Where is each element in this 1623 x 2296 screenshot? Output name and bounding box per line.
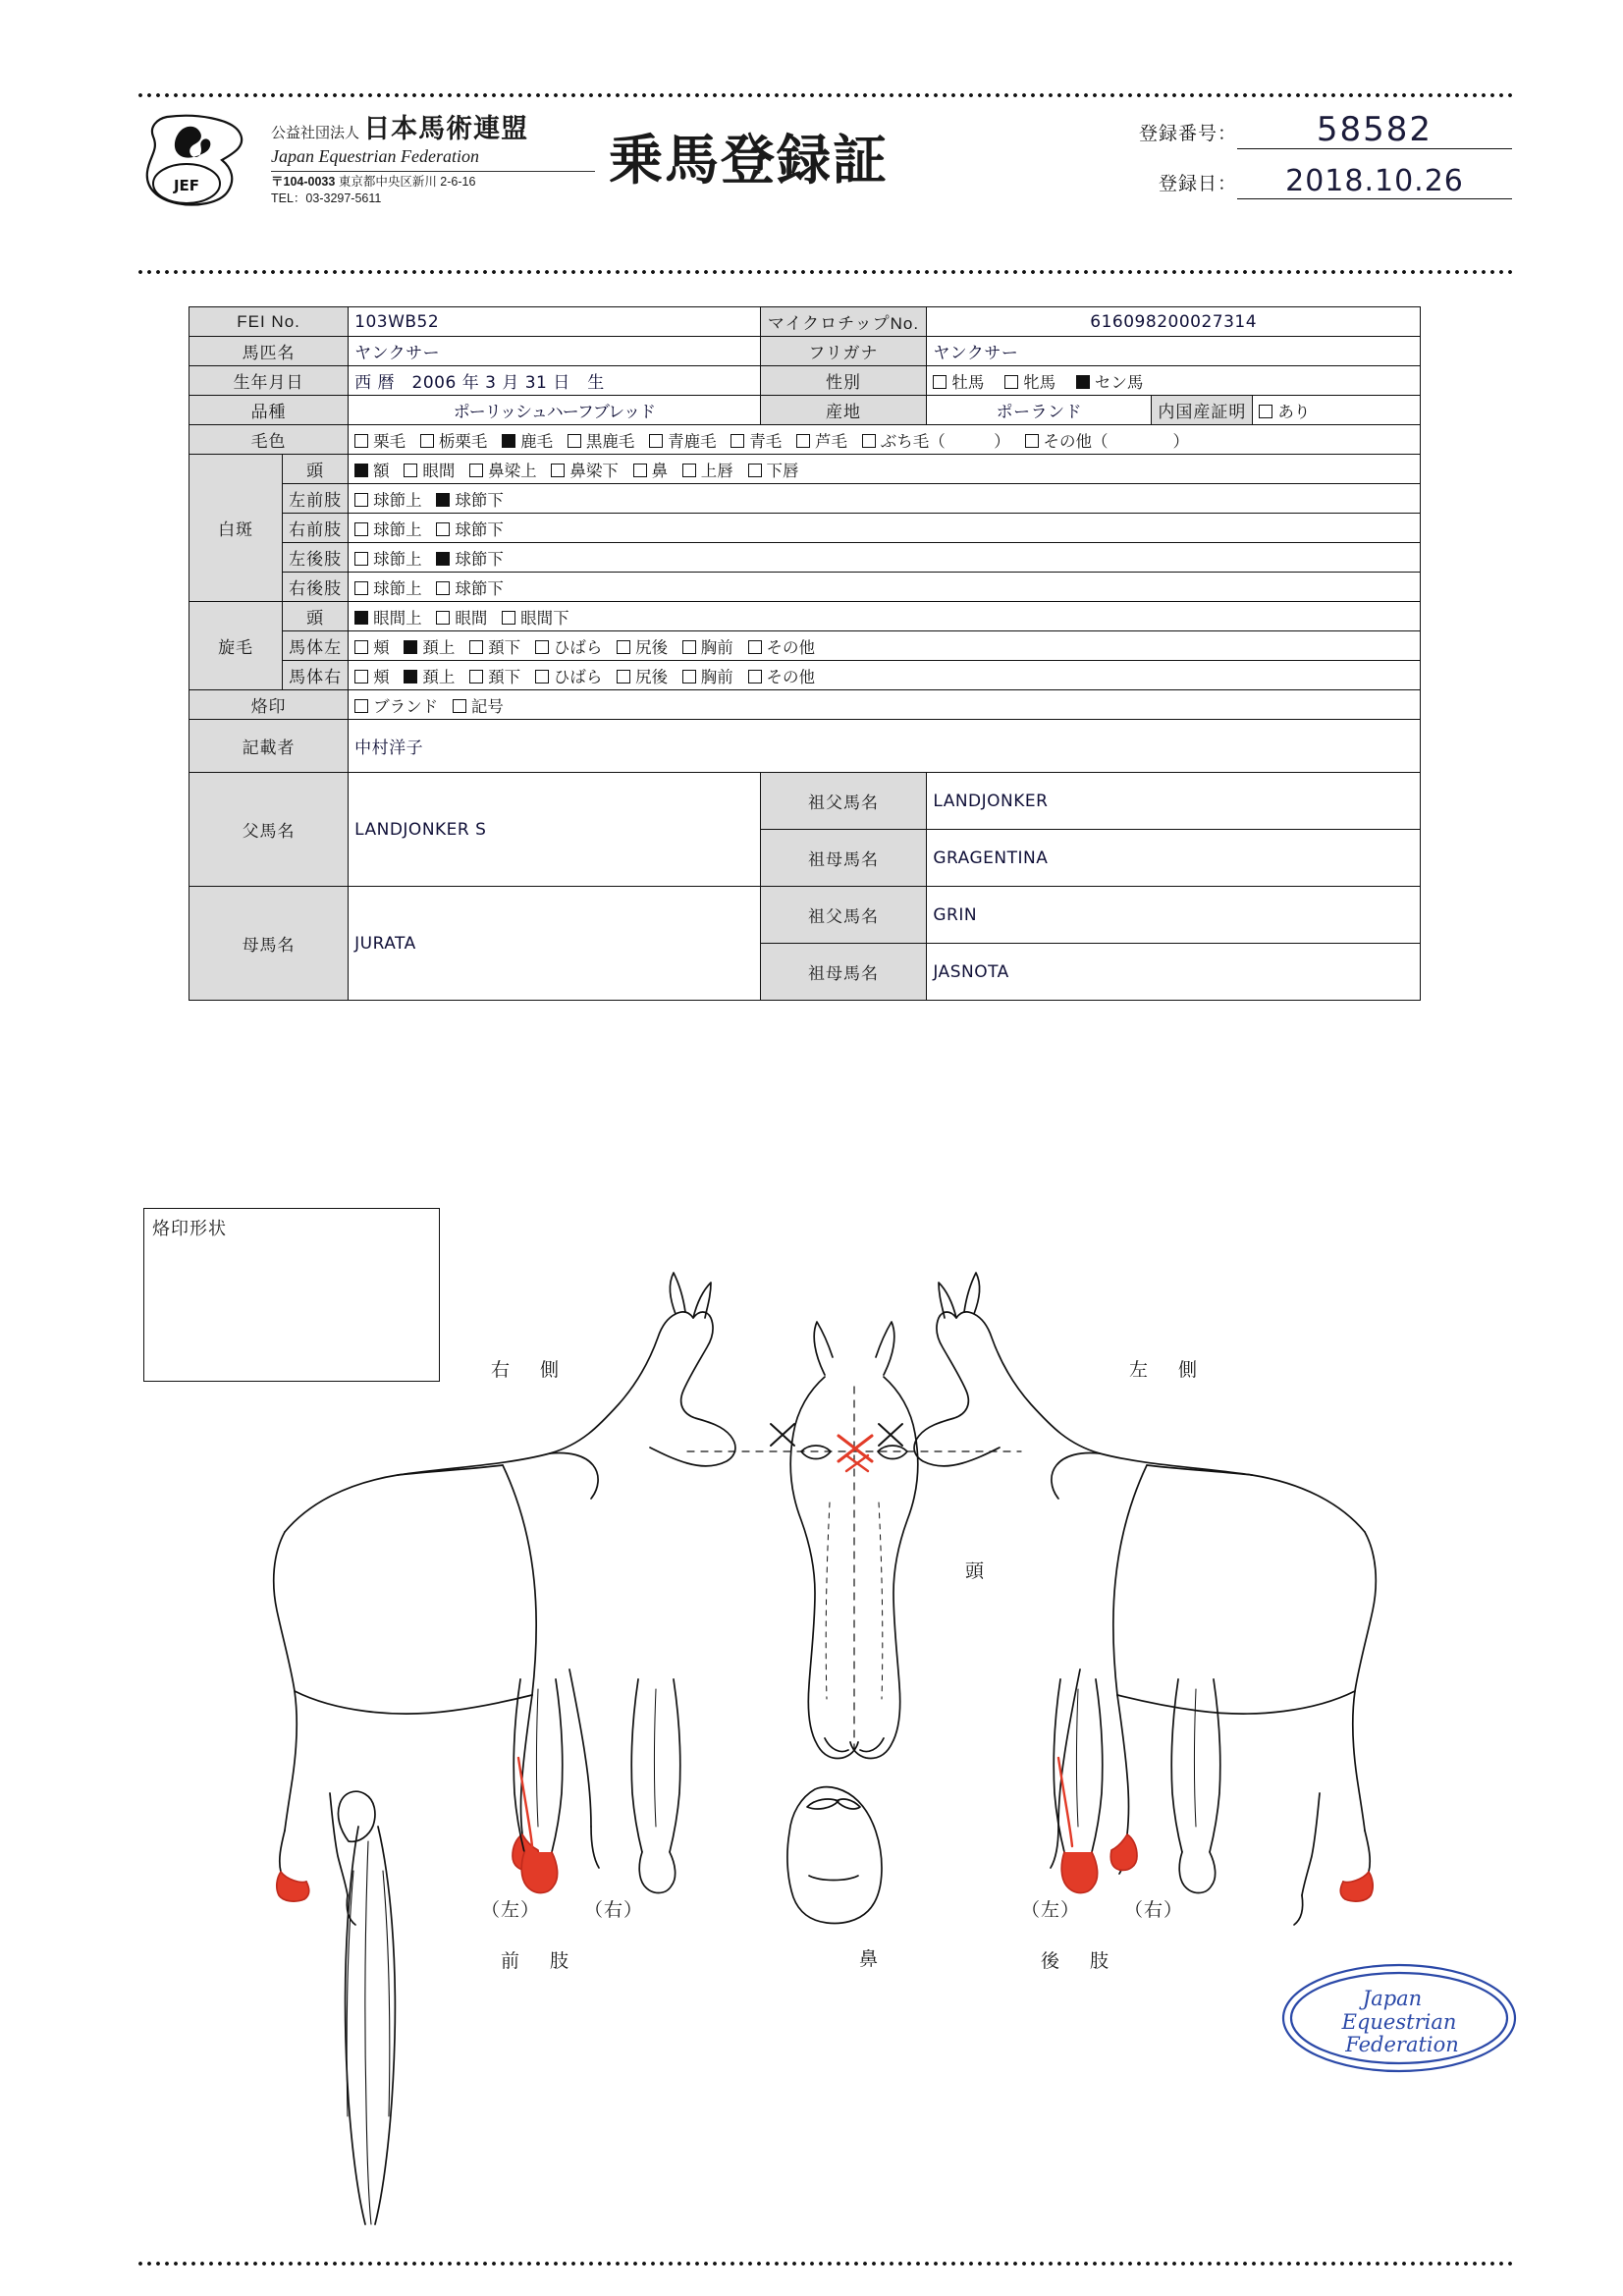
table-row [189,773,1421,830]
document-header [137,103,1512,255]
checkbox-icon [453,699,466,713]
checkbox-icon [682,464,696,477]
checkbox-icon [682,670,696,683]
label-hind-limb: 後 肢 [1041,1951,1115,1972]
checkbox-icon [354,699,368,713]
coat-option-3[interactable]: 黒鹿毛 [568,428,635,452]
stamp-line-3: Federation [1345,2033,1459,2056]
checkbox-icon [535,640,549,654]
grand-dam-label-2: 祖母馬名 [760,944,927,1001]
sex-option-gelding[interactable]: セン馬 [1076,369,1144,393]
checkbox-icon [1004,375,1018,389]
checkbox-icon [354,581,368,595]
whorl-head-options: 眼間上 眼間 眼間下 [349,602,1421,631]
grand-sire-label-1: 祖父馬名 [760,773,927,830]
dam-sire-value: GRIN [927,887,1421,944]
label-head: 頭 [965,1561,986,1582]
checkbox-icon [796,434,810,448]
federation-name-block [271,107,595,207]
checkbox-icon [469,640,483,654]
writer-label: 記載者 [189,720,349,773]
sex-options [927,366,1421,396]
white-part-right-hind: 右後肢 [283,573,349,602]
checkbox-checked-icon [436,552,450,566]
header-dashed-rule [137,267,1512,277]
label-nose: 鼻 [859,1949,880,1970]
stamp-line-1: Japan [1362,1987,1423,2010]
checkbox-icon [354,493,368,507]
origin-value: ポーランド [927,396,1152,425]
domestic-cert-label: 内国産証明 [1152,396,1253,425]
coat-option-5[interactable]: 青毛 [730,428,782,452]
table-row [189,307,1421,337]
checkbox-icon [1025,434,1039,448]
brand-label: 烙印 [189,690,349,720]
checkbox-checked-icon [436,493,450,507]
checkbox-checked-icon [404,640,417,654]
sex-option-male[interactable]: 牡馬 [933,369,984,393]
checkbox-checked-icon [502,434,515,448]
checkbox-icon [748,670,762,683]
dam-dam-value: JASNOTA [927,944,1421,1001]
whorl-left-body-options: 頬 頚上 頚下 ひばら 尻後 胸前 その他 [349,631,1421,661]
fei-label: FEI No. [189,307,349,337]
birth-label: 生年月日 [189,366,349,396]
breed-label: 品種 [189,396,349,425]
checkbox-icon [682,640,696,654]
coat-option-1[interactable]: 栃栗毛 [420,428,488,452]
checkbox-icon [617,640,630,654]
white-left-front-options: 球節上 球節下 [349,484,1421,514]
horse-name-label: 馬匹名 [189,337,349,366]
coat-option-0[interactable]: 栗毛 [354,428,406,452]
label-front-right: （右） [584,1900,644,1921]
white-left-hind-options: 球節上 球節下 [349,543,1421,573]
fei-value: 103WB52 [349,307,760,337]
table-row [189,484,1421,514]
coat-option-8[interactable]: その他（ ） [1025,428,1190,452]
reg-no-value: 58582 [1237,113,1512,149]
table-row [189,514,1421,543]
sire-sire-value: LANDJONKER [927,773,1421,830]
stamp-line-2: Equestrian [1341,2010,1457,2034]
registration-fields [1051,110,1512,217]
white-part-left-front: 左前肢 [283,484,349,514]
table-row [189,720,1421,773]
brand-options: ブランド 記号 [349,690,1421,720]
coat-options [349,425,1421,455]
checkbox-icon [730,434,744,448]
horse-detail-table [189,306,1421,1001]
org-jp-name: 日本馬術連盟 [363,114,529,143]
horse-name-value: ヤンクサー [349,337,760,366]
coat-option-6[interactable]: 芦毛 [796,428,847,452]
label-right-side: 右 側 [491,1360,566,1381]
checkbox-icon [436,581,450,595]
whorl-part-right-body: 馬体右 [283,661,349,690]
chip-value: 616098200027314 [927,307,1421,337]
svg-text:JEF: JEF [173,177,200,194]
dam-value: JURATA [349,887,760,1001]
table-row [189,602,1421,631]
reg-date-value: 2018.10.26 [1237,167,1512,199]
coat-label: 毛色 [189,425,349,455]
grand-sire-label-2: 祖父馬名 [760,887,927,944]
checkbox-icon [633,464,647,477]
checkbox-checked-icon [1076,375,1090,389]
table-row [189,573,1421,602]
white-right-front-options: 球節上 球節下 [349,514,1421,543]
table-row [189,661,1421,690]
table-row [189,425,1421,455]
checkbox-icon [748,464,762,477]
org-address: 東京都中央区新川 2-6-16 [338,175,476,189]
checkbox-icon [354,670,368,683]
checkbox-icon [436,611,450,625]
sire-dam-value: GRAGENTINA [927,830,1421,887]
white-right-hind-options: 球節上 球節下 [349,573,1421,602]
sex-label: 性別 [760,366,927,396]
org-zip: 〒104-0033 [271,175,336,189]
white-part-head: 頭 [283,455,349,484]
checkbox-checked-icon [354,464,368,477]
whorl-part-head: 頭 [283,602,349,631]
table-row [189,543,1421,573]
brand-shape-label: 烙印形状 [152,1219,227,1238]
checkbox-icon [469,670,483,683]
coat-option-2[interactable]: 鹿毛 [502,428,553,452]
checkbox-icon [354,434,368,448]
checkbox-icon [649,434,663,448]
sire-value: LANDJONKER S [349,773,760,887]
chip-label: マイクロチップNo. [760,307,927,337]
reg-date-label: 登録日： [1158,174,1237,194]
checkbox-icon [354,640,368,654]
checkbox-icon [568,434,581,448]
furigana-label: フリガナ [760,337,927,366]
checkbox-checked-icon [404,670,417,683]
org-jp-prefix: 公益社団法人 [271,125,360,141]
table-row [189,455,1421,484]
checkbox-icon [404,464,417,477]
domestic-cert-option[interactable]: あり [1253,396,1421,425]
whorl-label: 旋毛 [189,602,283,690]
checkbox-icon [551,464,565,477]
table-row [189,396,1421,425]
writer-value: 中村洋子 [349,720,1421,773]
checkbox-icon [354,522,368,536]
table-row [189,337,1421,366]
white-head-options: 額 眼間 鼻梁上 鼻梁下 鼻 上唇 下唇 [349,455,1421,484]
sex-option-female[interactable]: 牝馬 [1004,369,1055,393]
org-tel: TEL：03-3297-5611 [271,191,382,205]
sire-label: 父馬名 [189,773,349,887]
checkbox-checked-icon [354,611,368,625]
checkbox-icon [420,434,434,448]
whorl-part-left-body: 馬体左 [283,631,349,661]
checkbox-icon [354,552,368,566]
checkbox-icon [469,464,483,477]
label-hind-right: （右） [1124,1900,1184,1921]
table-row [189,366,1421,396]
checkbox-icon [862,434,876,448]
origin-label: 産地 [760,396,927,425]
label-front-left: （左） [481,1900,541,1921]
org-en-name: Japan Equestrian Federation [271,146,479,166]
table-row [189,887,1421,944]
white-part-left-hind: 左後肢 [283,543,349,573]
checkbox-icon [436,522,450,536]
federation-stamp [1276,1954,1522,2082]
dam-label: 母馬名 [189,887,349,1001]
bottom-dashed-rule [137,2259,1512,2269]
checkbox-icon [535,670,549,683]
checkbox-icon [1259,405,1272,418]
checkbox-icon [617,670,630,683]
checkbox-icon [502,611,515,625]
white-part-right-front: 右前肢 [283,514,349,543]
grand-dam-label-1: 祖母馬名 [760,830,927,887]
label-front-limb: 前 肢 [501,1951,575,1972]
label-hind-left: （左） [1021,1900,1081,1921]
whorl-right-body-options: 頬 頚上 頚下 ひばら 尻後 胸前 その他 [349,661,1421,690]
top-dashed-rule [137,90,1512,100]
furigana-value: ヤンクサー [927,337,1421,366]
table-row [189,631,1421,661]
jef-logo [137,111,265,209]
checkbox-icon [933,375,947,389]
white-markings-label: 白斑 [189,455,283,602]
breed-value: ポーリッシュハーフブレッド [349,396,760,425]
reg-no-label: 登録番号： [1138,124,1237,144]
document-title: 乗馬登録証 [609,129,890,191]
checkbox-icon [748,640,762,654]
label-left-side: 左 側 [1129,1360,1204,1381]
coat-option-7[interactable]: ぶち毛（ ） [862,428,1010,452]
table-row [189,690,1421,720]
coat-option-4[interactable]: 青鹿毛 [649,428,717,452]
birth-value: 西 暦 2006 年 3 月 31 日 生 [349,366,760,396]
